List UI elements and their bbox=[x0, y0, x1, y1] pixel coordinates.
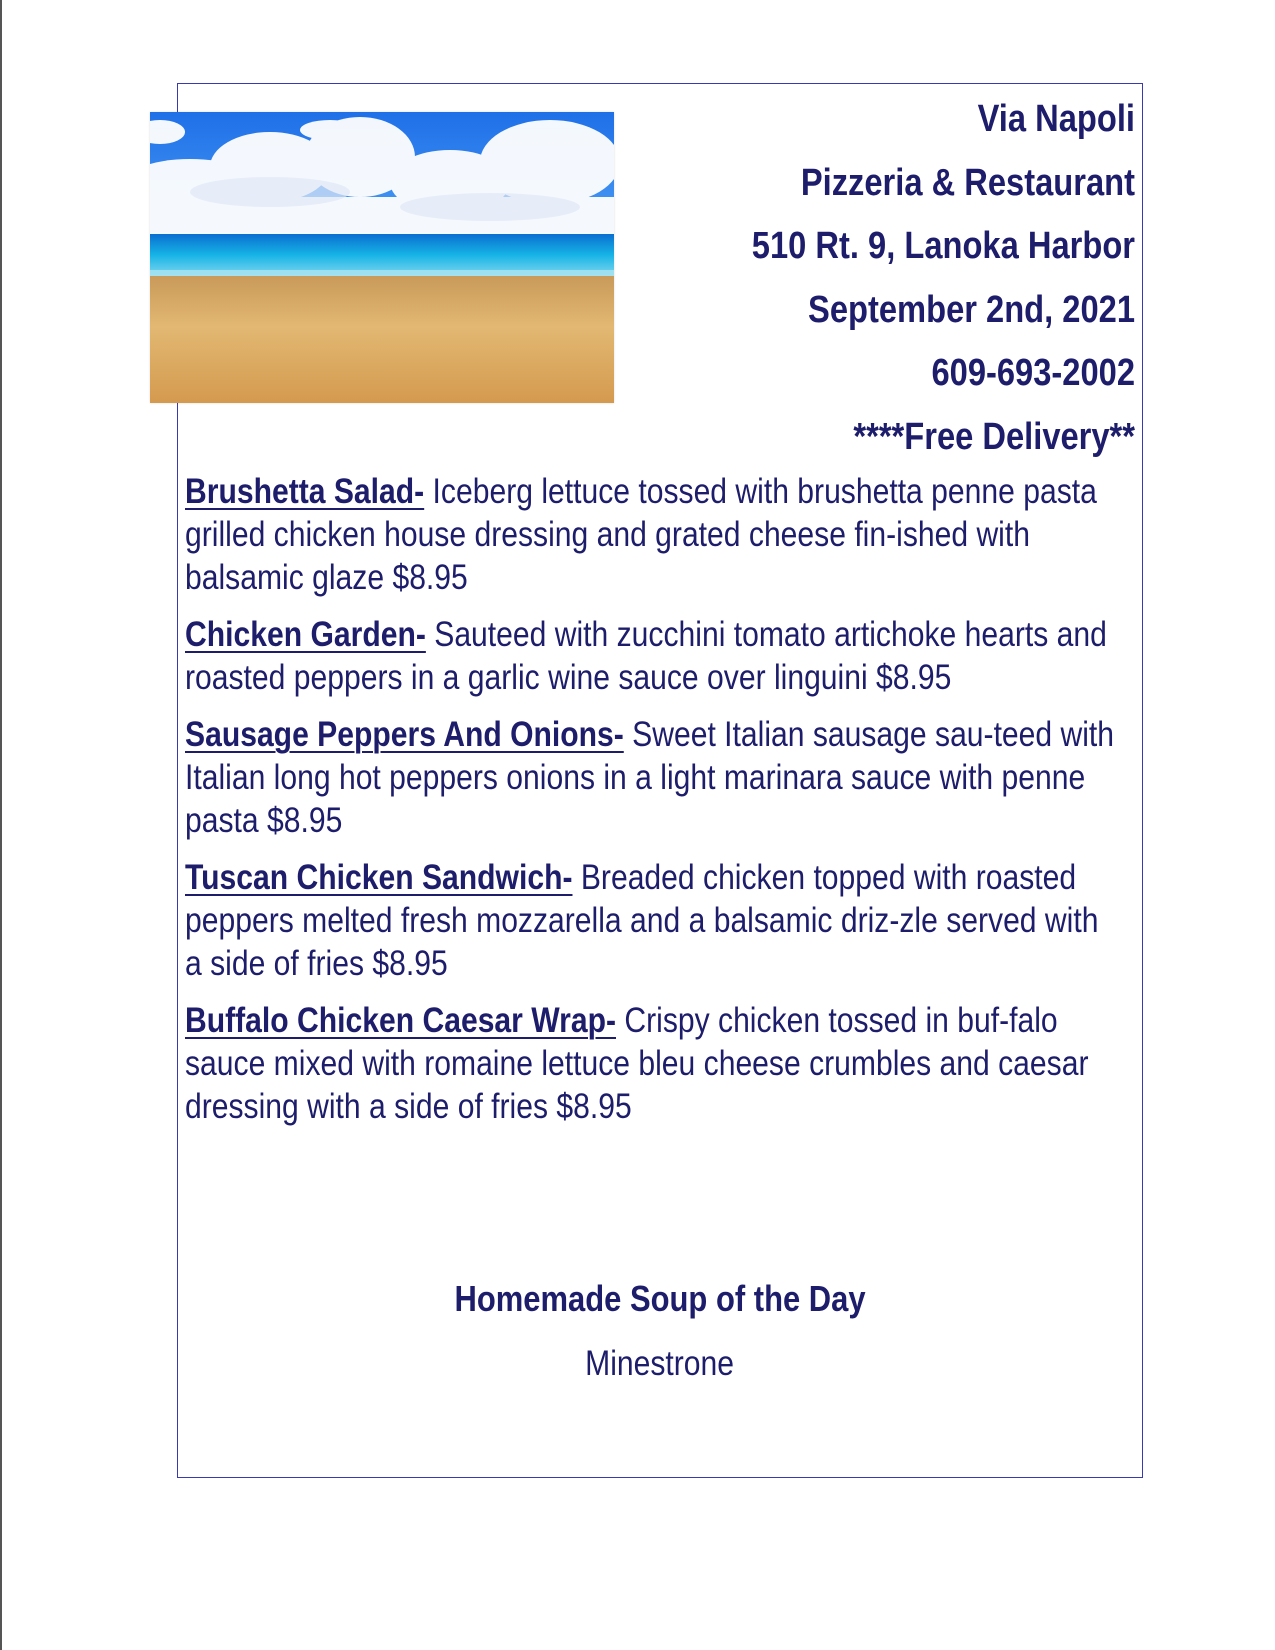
menu-item-description: Sweet Italian sausage sau-teed with Italian long hot peppers onions in a light marinara sauce with penne pasta $8.95 bbox=[185, 715, 1115, 840]
restaurant-address: 510 Rt. 9, Lanoka Harbor bbox=[751, 225, 1135, 267]
soup-name-text: Minestrone bbox=[585, 1344, 735, 1383]
menu-item bbox=[185, 713, 1118, 842]
beach-image bbox=[150, 112, 614, 403]
restaurant-name: Via Napoli bbox=[977, 98, 1135, 140]
soup-section-title bbox=[177, 1278, 1143, 1320]
menu-item bbox=[185, 470, 1118, 599]
soup-title-text: Homemade Soup of the Day bbox=[454, 1278, 866, 1319]
menu-item-description: Sauteed with zucchini tomato artichoke hearts and roasted peppers in a garlic wine sauce over linguini $8.95 bbox=[185, 615, 1107, 697]
menu-item-name: Tuscan Chicken Sandwich- bbox=[185, 858, 573, 897]
restaurant-header bbox=[653, 88, 1135, 469]
restaurant-subtitle: Pizzeria & Restaurant bbox=[800, 161, 1135, 204]
menu-item-name: Brushetta Salad- bbox=[185, 472, 425, 511]
menu-item-name: Chicken Garden- bbox=[185, 615, 426, 654]
page-left-edge bbox=[0, 0, 2, 1650]
menu-item bbox=[185, 999, 1118, 1128]
menu-item bbox=[185, 856, 1118, 985]
menu-item bbox=[185, 613, 1118, 699]
menu-date: September 2nd, 2021 bbox=[808, 288, 1135, 331]
soup-of-the-day bbox=[177, 1344, 1143, 1384]
menu-item-description: Breaded chicken topped with roasted peppers melted fresh mozzarella and a balsamic driz-zle served with a side of fries $8.95 bbox=[185, 858, 1099, 983]
delivery-note: ****Free Delivery** bbox=[853, 415, 1135, 458]
menu-item-name: Sausage Peppers And Onions- bbox=[185, 715, 624, 754]
beach-illustration bbox=[150, 112, 614, 403]
menu-items bbox=[185, 470, 1118, 1142]
menu-item-description: Crispy chicken tossed in buf-falo sauce mixed with romaine lettuce bleu cheese crumbles and caesar dressing with a side of fries $8.95 bbox=[185, 1001, 1089, 1126]
menu-item-description: Iceberg lettuce tossed with brushetta penne pasta grilled chicken house dressing and grated cheese fin-ished with balsamic glaze $8.95 bbox=[185, 472, 1097, 597]
restaurant-phone: 609-693-2002 bbox=[931, 352, 1135, 394]
menu-item-name: Buffalo Chicken Caesar Wrap- bbox=[185, 1001, 616, 1040]
